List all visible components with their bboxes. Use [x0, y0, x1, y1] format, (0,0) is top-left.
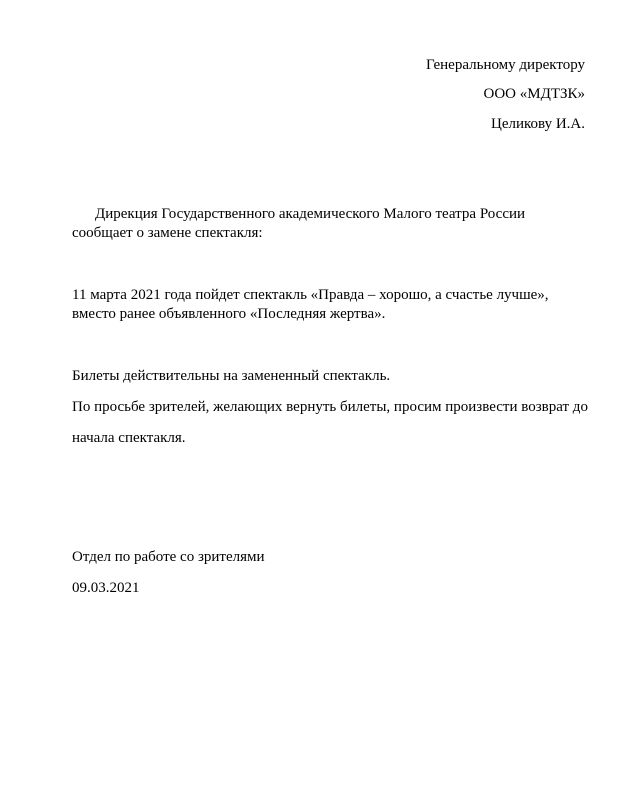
notice-line-2: вместо ранее объявленного «Последняя жертва».: [72, 306, 386, 322]
addressee-position: Генеральному директору: [425, 57, 585, 73]
intro-line-1: Дирекция Государственного академического Малого театра России: [95, 206, 526, 222]
tickets-return-line-2: начала спектакля.: [72, 430, 186, 446]
addressee-name: Целикову И.А.: [490, 116, 585, 132]
notice-line-1: 11 марта 2021 года пойдет спектакль «Правда – хорошо, а счастье лучше»,: [72, 287, 549, 303]
signature-department: Отдел по работе со зрителями: [72, 549, 265, 565]
intro-line-2: сообщает о замене спектакля:: [72, 225, 263, 241]
tickets-valid-text: Билеты действительны на замененный спектакль.: [72, 368, 391, 384]
signature-date: 09.03.2021: [72, 580, 140, 596]
addressee-company: ООО «МДТЗК»: [483, 86, 585, 102]
tickets-return-line-1: По просьбе зрителей, желающих вернуть билеты, просим произвести возврат до: [72, 399, 588, 415]
